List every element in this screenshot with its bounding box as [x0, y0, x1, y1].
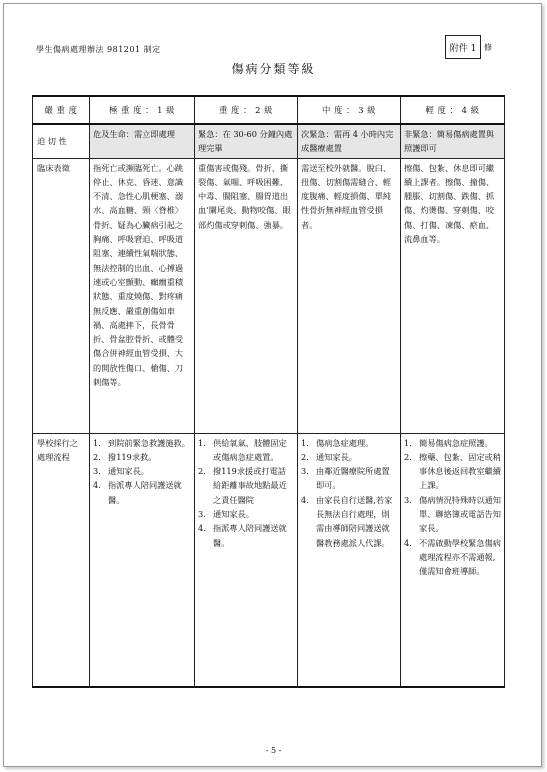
urgency-row [33, 124, 505, 158]
urgency-level-2: 緊急：在 30-60 分鐘內處理完畢 [195, 124, 298, 158]
procedure-label: 學校採行之處理流程 [33, 433, 90, 687]
clinical-signs-row [33, 158, 505, 433]
step-number: 3. [301, 466, 309, 477]
step-number: 3. [404, 494, 412, 505]
procedure-level-4 [401, 433, 505, 687]
urgency-level-1: 危及生命：需立即處理 [90, 124, 195, 158]
header-level-3: 中 度 ： 3 級 [298, 96, 401, 124]
clinical-level-3: 需送至校外就醫。脫臼、扭傷、切割傷需縫合、輕度腹痛、輕度損傷、單純性骨折無神經血管受損者。 [298, 158, 401, 433]
step-text: 通知家長。 [316, 451, 357, 462]
header-level-4: 輕 度 ： 4 級 [401, 96, 505, 124]
step-number: 1. [404, 437, 412, 448]
procedure-step [93, 436, 191, 450]
document-reference: 學生傷病處理辦法 981201 制定 [36, 45, 161, 54]
procedure-step [93, 450, 191, 464]
step-text: 供給氧氣、肢體固定或傷病急症處置。 [213, 437, 287, 462]
procedure-step [404, 493, 501, 536]
step-number: 4. [301, 494, 309, 505]
procedure-step [301, 436, 397, 450]
step-text: 擦藥、包紮、固定或稍事休息後返回教室繼續上課。 [419, 451, 501, 491]
urgency-level-3: 次緊急：需再 4 小時內完成醫療處置 [298, 124, 401, 158]
procedure-step [93, 478, 191, 507]
procedure-step [198, 507, 294, 521]
step-number: 4. [93, 480, 101, 491]
clinical-level-1: 指死亡或瀕臨死亡。心跳停止、休克、昏迷、意識不清、急性心肌梗塞、溺水、高血糖、頸〈脊椎〉骨折、疑為心臟病引起之胸痛、呼吸窘迫、呼吸道阻塞、連續性氣喘狀態、無法控制的出血、心搏過速或心室顫動、癲癇重積狀態、重度燒傷、對疼痛無反應、嚴重創傷如車禍、高處摔下，長骨骨折、骨盆腔骨折、或體受傷合併神經血管受損、大的開放性傷口、槍傷、刀刺傷等。 [90, 158, 195, 433]
procedure-level-3 [298, 433, 401, 687]
step-number: 1. [93, 437, 101, 448]
step-text: 通知家長。 [213, 509, 254, 520]
procedure-step [301, 450, 397, 464]
procedure-list [198, 436, 294, 550]
step-number: 4. [404, 537, 412, 548]
step-text: 傷病急症處理。 [316, 437, 374, 448]
step-text: 由家長自行送醫,若家長無法自行處理，則需由導師陪同護送就醫教務處派人代課。 [316, 494, 393, 548]
step-number: 4. [198, 523, 206, 534]
step-text: 撥119求援或打電話給距離事故地點最近之責任醫院 [213, 466, 287, 505]
attachment-label: 附件 1 [445, 35, 481, 59]
step-text: 傷病情況特殊時以通知單、聯絡簿或電話告知家長。 [419, 494, 501, 534]
attachment-revision-mark: 修 [484, 43, 492, 52]
page-number: - 5 - [265, 746, 282, 755]
procedure-step [301, 464, 397, 493]
step-text: 通知家長。 [108, 466, 149, 477]
step-number: 1. [301, 437, 309, 448]
step-text: 不需啟動學校緊急傷病處理流程亦不需通報,僅需知會班導師。 [419, 537, 501, 577]
procedure-step [404, 450, 501, 493]
procedure-step [198, 436, 294, 465]
header-level-1: 極 重 度 ： 1 級 [90, 96, 195, 124]
urgency-level-4: 非緊急：簡易傷病處置與照護即可 [401, 124, 505, 158]
step-number: 2. [301, 451, 309, 462]
injury-classification-table [32, 95, 505, 688]
step-number: 3. [198, 509, 206, 520]
step-number: 1. [198, 437, 206, 448]
procedure-list [301, 436, 397, 550]
procedure-step [198, 521, 294, 550]
clinical-level-4: 擦傷、包紮、休息即可繼續上課者。擦傷、撞傷、腫脹、切割傷、跌傷、抓傷、灼燙傷、穿刺傷、咬傷、打傷、凍傷、瘀血、流鼻血等。 [401, 158, 505, 433]
step-number: 2. [198, 466, 206, 477]
procedure-step [93, 464, 191, 478]
clinical-signs-label: 臨床表徵 [33, 158, 90, 433]
step-number: 2. [93, 451, 101, 462]
procedure-level-2 [195, 433, 298, 687]
procedure-step [198, 464, 294, 507]
urgency-label: 迫 切 性 [33, 124, 90, 158]
procedure-step [301, 493, 397, 550]
procedure-row [33, 433, 505, 687]
step-text: 到院前緊急救護施救。 [108, 437, 190, 448]
header-severity: 嚴 重 度 [33, 96, 90, 124]
step-text: 指派專人陪同護送就醫。 [108, 480, 182, 505]
step-number: 3. [93, 466, 101, 477]
document-title: 傷病分類等級 [231, 62, 316, 76]
procedure-step [404, 536, 501, 579]
step-text: 指派專人陪同護送就醫。 [213, 523, 287, 548]
table-header-row [33, 96, 505, 124]
procedure-list [93, 436, 191, 507]
clinical-level-2: 重傷害或傷殘。骨折、撕裂傷、氣喘、呼吸困難、中毒、腸阻塞、腸胃道出血’闌尾炎、動物咬傷、眼部灼傷或穿刺傷、強暴。 [195, 158, 298, 433]
step-text: 由鄰近醫療院所處置即可。 [316, 466, 390, 491]
procedure-level-1 [90, 433, 195, 687]
step-number: 2. [404, 451, 412, 462]
procedure-list [404, 436, 501, 579]
step-text: 簡易傷病急症照護。 [419, 437, 493, 448]
header-level-2: 重 度 ： 2 級 [195, 96, 298, 124]
step-text: 撥119求救。 [108, 451, 157, 462]
procedure-step [404, 436, 501, 450]
